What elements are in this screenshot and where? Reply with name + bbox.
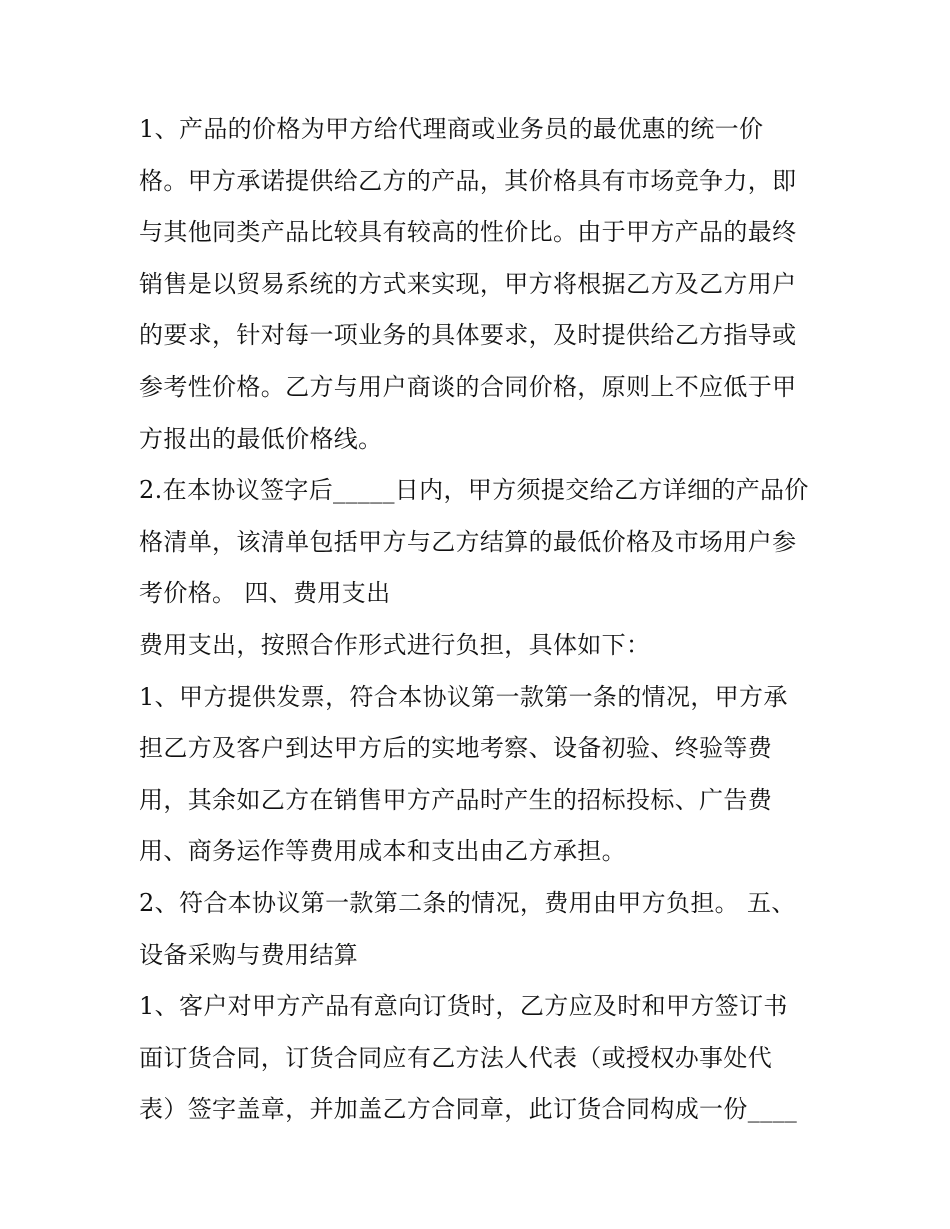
text-line: 1、甲方提供发票，符合本协议第一款第一条的情况，甲方承 [139, 682, 788, 711]
text-line: 的要求，针对每一项业务的具体要求，及时提供给乙方指导或 [139, 321, 797, 350]
text-line: 费用支出，按照合作形式进行负担，具体如下： [139, 630, 651, 659]
text-line: 格清单，该清单包括甲方与乙方结算的最低价格及市场用户参 [139, 527, 797, 556]
text-line: 格。甲方承诺提供给乙方的产品，其价格具有市场竞争力，即 [139, 166, 797, 195]
text-line: 2.在本协议签字后_____日内，甲方须提交给乙方详细的产品价 [139, 476, 809, 505]
text-line: 参考性价格。乙方与用户商谈的合同价格，原则上不应低于甲 [139, 372, 797, 401]
text-line: 与其他同类产品比较具有较高的性价比。由于甲方产品的最终 [139, 218, 797, 247]
text-line: 1、客户对甲方产品有意向订货时，乙方应及时和甲方签订书 [139, 992, 788, 1021]
text-line: 担乙方及客户到达甲方后的实地考察、设备初验、终验等费 [139, 734, 773, 763]
text-line: 销售是以贸易系统的方式来实现，甲方将根据乙方及乙方用户 [139, 269, 797, 298]
text-line: 方报出的最低价格线。 [139, 424, 383, 453]
text-line: 表）签字盖章，并加盖乙方合同章，此订货合同构成一份____ [139, 1095, 798, 1124]
document-body [139, 104, 819, 1136]
text-line: 用，其余如乙方在销售甲方产品时产生的招标投标、广告费 [139, 785, 773, 814]
text-line: 面订货合同，订货合同应有乙方法人代表（或授权办事处代 [139, 1043, 773, 1072]
text-line: 1、产品的价格为甲方给代理商或业务员的最优惠的统一价 [139, 115, 764, 143]
text-line: 2、符合本协议第一款第二条的情况，费用由甲方负担。 五、 [139, 888, 796, 917]
text-line: 用、商务运作等费用成本和支出由乙方承担。 [139, 837, 626, 866]
text-line: 考价格。 四、费用支出 [139, 579, 391, 608]
text-line: 设备采购与费用结算 [139, 940, 359, 969]
